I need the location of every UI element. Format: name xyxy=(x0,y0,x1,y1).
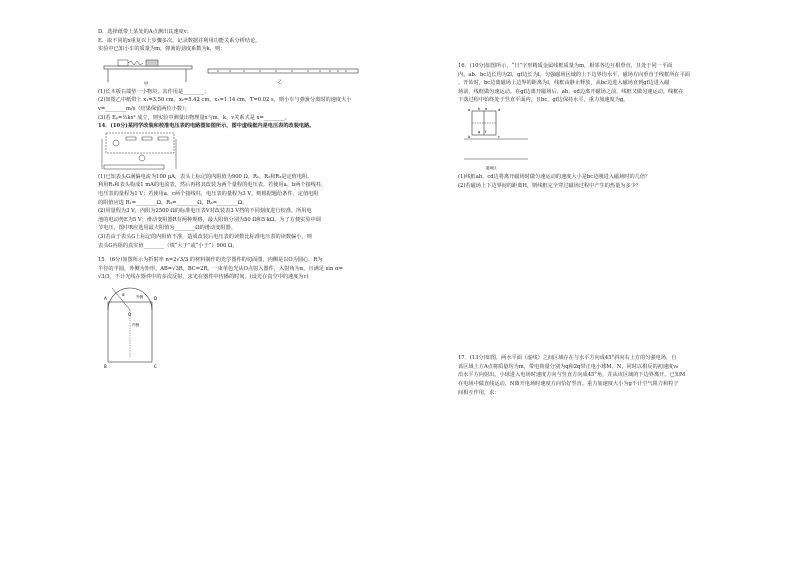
fig15-C: C xyxy=(154,363,157,369)
fig16-g: g xyxy=(478,129,481,134)
text-line: 电压表的量程为1 V；若使用a、c两个接线柱，电压表的量程为3 V。则根据题给条件，定值电阻 xyxy=(98,190,319,197)
text-line: 的阻值应选 R₁=________Ω，R₂=________Ω，R₃=________Ω。 xyxy=(98,199,248,206)
question-16-line: 。开始时，bc边离磁场上边界的距离为l，线框由静止释放，从bc边进入磁场直到gf边进入磁 xyxy=(458,80,670,87)
right-column xyxy=(458,62,734,397)
question-17-line: 在电场中做直线运动，N离开电场时速度方向恰好竖直。重力加速度大小为g不计空气阻力和粒子 xyxy=(458,380,679,387)
fig15-B: B xyxy=(104,363,107,369)
question-16-line: 下落过程中始终处于竖直平面内，且bc、gf边保持水平，重力加速度为g。 xyxy=(458,97,629,104)
fig15-outer: 外侧 xyxy=(136,294,143,299)
text-line: D．选择纸带上某处的A点测出其速度v； xyxy=(98,29,192,35)
text-line: 表头G内阻的真实值________（填“大于”或“小于”）900 Ω。 xyxy=(98,242,238,249)
question-15-line: 15．(6分)如图所示为折射率 n=2√3/3 的材料制作的光学器件的切面图，内侧是以O为圆心，R为 xyxy=(98,257,323,264)
fig15-O: O xyxy=(128,311,132,317)
fig-label-jia: 甲 xyxy=(144,80,148,86)
fig16-e: e xyxy=(485,106,488,111)
fig16-b: b xyxy=(468,134,471,139)
question-16-line: 场前，线框做匀速运动。在gf边离开磁场后，ah、ed边离开磁场之前，线框又做匀速运动。线框在 xyxy=(458,88,684,95)
circuit-figure xyxy=(98,131,376,173)
text-line: 节电压，图中R应选用最大阻值为________Ω的滑动变阻器。 xyxy=(98,225,236,232)
text-line: (3)若由于表头G上标记的内阻值不准，造成改装后电压表的读数比标准电压表的读数偏小，则 xyxy=(98,233,312,240)
fig16-h: h xyxy=(478,106,481,111)
fig15-A: A xyxy=(104,295,107,301)
question-15-line: 半径的半圆，外侧为矩形，AB=√3R，BC=2R。一束单色光从O点射入器件，入射角为α，且满足 sin α= xyxy=(98,265,343,272)
left-column xyxy=(98,28,376,382)
question-16-sub: (2)若磁场上下边界间的距离H，则线框完全穿过磁场过程中产生的热量为多少？ xyxy=(458,182,642,189)
fig-label-yi: 乙 xyxy=(278,78,282,84)
text-line: (3)若 Eₚ=½kx² 成立，则实验中测量出物理量x与m、k、v关系式是 x=________。 xyxy=(98,114,290,121)
fig16-f: f xyxy=(485,129,487,134)
question-17-line: 间相互作用，求： xyxy=(458,389,500,396)
question-14-heading: 14．(10分)某同学改装和校准电压表的电路图如图所示，图中虚线框内是电压表的改装电路。 xyxy=(98,123,315,130)
question-16-line: 16．(10分)如图所示，“日”字形精质金属线框质量为m，相邻各边互相垂直，且处于同一平面 xyxy=(458,63,673,69)
fig15-D: D xyxy=(154,295,158,301)
fig16-caption: 磁场区 xyxy=(486,165,497,170)
fig16-d: d xyxy=(498,107,501,112)
fig15-inner: 内侧 xyxy=(132,322,139,327)
text-line: 实验中已知小车的质量为m，弹簧的劲度系数为k，则： xyxy=(98,46,226,53)
text-line: (2)用量程为3 V，内阻为2500 Ω的标准电压表V对改装表3 V挡的不同刻度进行校准。所用电 xyxy=(98,208,312,215)
text-line: (2)如图乙中纸带上 x₁=3.50 cm，x₂=5.42 cm，x₃=1.14 cm，T=0.02 s，则小车与弹簧分离时的速度大小v=________m/s（结果保留两位小数）； xyxy=(98,97,352,112)
text-line: 池的电动势E为5 V；滑动变阻器R有两种规格，最大阻值分别为50 Ω和5 kΩ。为了方便实验中调 xyxy=(98,216,321,223)
question-16-line: 内，ab、bc边长均为2l，gf边长为l。匀强磁场区域的上下边界均水平，磁场方向垂直于线框所在平面 xyxy=(458,71,690,78)
fig15-alpha: α xyxy=(122,291,125,297)
fig16-c: c xyxy=(498,134,500,139)
optics-figure xyxy=(98,282,376,382)
question-15-line: √3/3，不计光线在器件中的多次反射，求光在器件中传播的时间。(设光在真空中的速度为c) xyxy=(98,274,309,281)
question-17-line: 17．(13分)如图，两水平面（虚线）之间区域存在与水平方向成45°斜向右上方的匀强电场，自 xyxy=(458,355,677,362)
text-line: (1)长木板右端垫一小物块，其作用是________； xyxy=(98,88,210,95)
question-17-line: 沿水平方向射出。小球进入电场时速度方向与竖直方向成45°角，并从该区域的下边界离开。已知M xyxy=(458,372,686,379)
experiment-figure xyxy=(98,54,376,88)
text-line: E．取不同的x重复以上步骤多次，记录数据并利用功能关系分析结论。 xyxy=(98,37,261,44)
fig16-a: a xyxy=(468,107,471,112)
text-line: (1)已知表头G满偏电流为100 μA，表头上标记的内阻值为900 Ω。R₁、R₂和R₃是定值电阻。 xyxy=(98,173,313,180)
question-16-sub: (1)线框ab、cd边将离开磁场时做匀速运动的速度大小是bc边刚进入磁场时的几倍？ xyxy=(458,173,651,180)
question-17-line: 该区域上方A点将质量均为m，带电荷量分别为q和2q带正电小球M、N，同时以相反的初速度v₀ xyxy=(458,363,679,370)
text-line: 利用R₁和表头构成1 mA的电流表，然后再将其改装为两个量程的电压表。若使用a、b两个接线柱， xyxy=(98,182,327,189)
frame-figure xyxy=(458,105,734,173)
